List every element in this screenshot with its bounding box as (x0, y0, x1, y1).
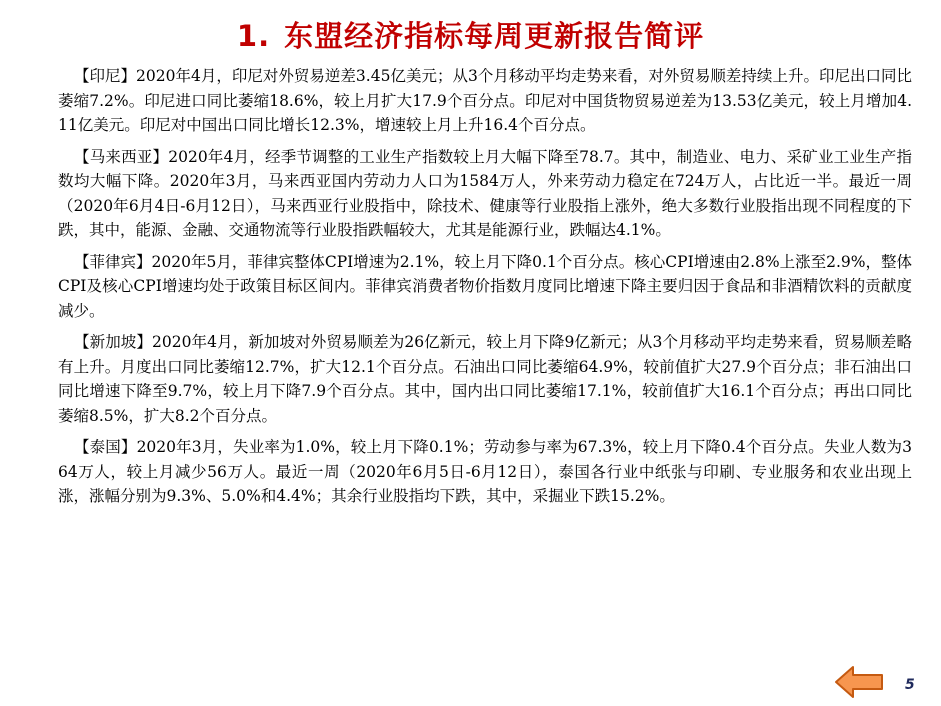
left-arrow-icon (834, 665, 884, 699)
country-tag-singapore: 【新加坡】 (74, 333, 153, 351)
paragraph-indonesia (58, 64, 912, 138)
paragraph-thailand (58, 435, 912, 509)
paragraph-philippines (58, 250, 912, 324)
paragraph-text-indonesia: 2020年4月，印尼对外贸易逆差3.45亿美元；从3个月移动平均走势来看，对外贸易顺差持续上升。印尼出口同比萎缩7.2%。印尼进口同比萎缩18.6%，较上月扩大17.9个百分点。印尼对中国货物贸易逆差为13.53亿美元，较上月增加4.11亿美元。印尼对中国出口同比增长12.3%，增速较上月上升16.4个百分点。 (58, 67, 912, 134)
report-body (58, 64, 912, 516)
title-number: 1. (236, 19, 271, 53)
country-tag-indonesia: 【印尼】 (74, 67, 137, 85)
back-arrow-button[interactable] (834, 665, 884, 699)
country-tag-malaysia: 【马来西亚】 (74, 147, 169, 166)
paragraph-text-thailand: 2020年3月，失业率为1.0%，较上月下降0.1%；劳动参与率为67.3%，较上月下降0.4个百分点。失业人数为364万人，较上月减少56万人。最近一周（2020年6月5日-6月12日），泰国各行业中纸张与印刷、专业服务和农业出现上涨，涨幅分别为9.3%、5.0%和4.4%；其余行业股指均下跌，其中，采掘业下跌15.2%。 (58, 438, 912, 505)
paragraph-text-singapore: 2020年4月，新加坡对外贸易顺差为26亿新元，较上月下降9亿新元；从3个月移动平均走势来看，贸易顺差略有上升。月度出口同比萎缩12.7%，扩大12.1个百分点。石油出口同比萎缩64.9%，较前值扩大27.9个百分点；非石油出口同比增速下降至9.7%，较上月下降7.9个百分点。其中，国内出口同比萎缩17.1%，较前值扩大16.1个百分点；再出口同比萎缩8.5%，扩大8.2个百分点。 (58, 333, 912, 425)
slide-title (0, 14, 941, 55)
paragraph-text-malaysia: 2020年4月，经季节调整的工业生产指数较上月大幅下降至78.7。其中，制造业、电力、采矿业工业生产指数均大幅下降。2020年3月，马来西亚国内劳动力人口为1584万人，外来劳动力稳定在724万人，占比近一半。最近一周（2020年6月4日-6月12日），马来西亚行业股指中，除技术、健康等行业股指上涨外，绝大多数行业股指出现不同程度的下跌，其中，能源、金融、交通物流等行业股指跌幅较大，尤其是能源行业，跌幅达4.1%。 (58, 147, 912, 239)
title-text: 东盟经济指标每周更新报告简评 (284, 19, 705, 53)
paragraph-malaysia (58, 145, 912, 243)
paragraph-singapore (58, 330, 912, 428)
country-tag-thailand: 【泰国】 (74, 438, 137, 456)
paragraph-text-philippines: 2020年5月，菲律宾整体CPI增速为2.1%，较上月下降0.1个百分点。核心CPI增速由2.8%上涨至2.9%，整体CPI及核心CPI增速均处于政策目标区间内。菲律宾消费者物价指数月度同比增速下降主要归因于食品和非酒精饮料的贡献度减少。 (58, 252, 912, 320)
page-number: 5 (905, 677, 915, 693)
country-tag-philippines: 【菲律宾】 (74, 252, 152, 271)
